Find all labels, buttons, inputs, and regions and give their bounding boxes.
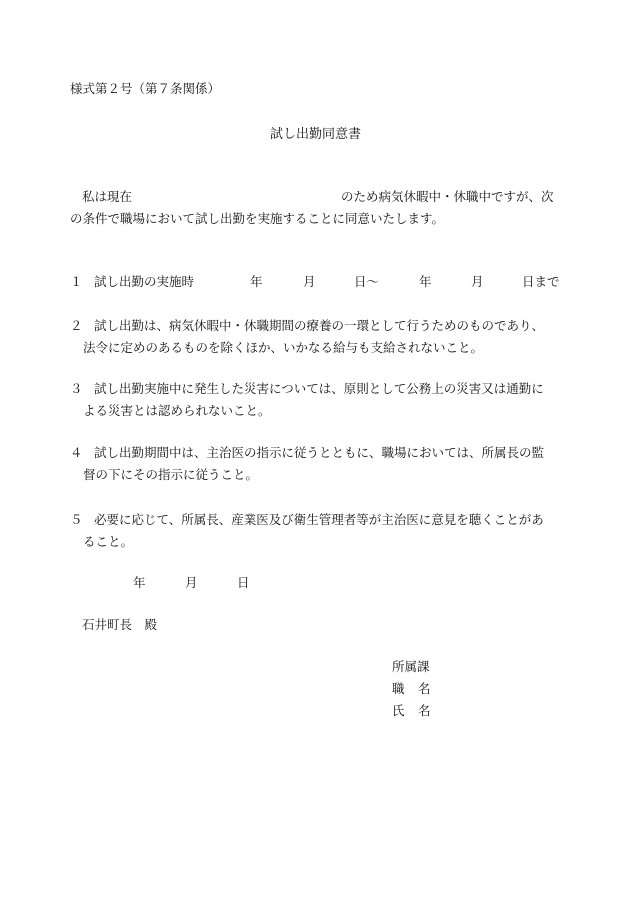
- form-number-label: 様式第２号（第７条関係）: [70, 81, 221, 96]
- item-5-line2: ること。: [83, 534, 134, 549]
- period-start-month: 月: [303, 274, 316, 289]
- item-4-line2: 督の下にその指示に従うこと。: [83, 467, 259, 482]
- signature-name-char2: 名: [418, 703, 431, 718]
- period-end-day: 日まで: [522, 274, 560, 289]
- date-day: 日: [237, 575, 250, 590]
- period-start-year: 年: [250, 274, 263, 289]
- signature-post-char2: 名: [418, 681, 431, 696]
- date-month: 月: [185, 575, 198, 590]
- document-title: 試し出勤同意書: [270, 127, 362, 142]
- addressee: 石井町長 殿: [82, 617, 158, 632]
- item-3-line1: 試し出勤実施中に発生した災害については、原則として公務上の災害又は通勤に: [94, 381, 544, 396]
- period-end-year: 年: [419, 274, 432, 289]
- item-4-number: ４: [70, 445, 83, 460]
- item-2-number: ２: [70, 318, 83, 333]
- item-5-number: ５: [70, 512, 83, 527]
- intro-suffix: のため病気休暇中・休職中ですが、次: [341, 189, 554, 204]
- item-4-line1: 試し出勤期間中は、主治医の指示に従うとともに、職場においては、所属長の監: [94, 445, 545, 460]
- signature-post-char1: 職: [392, 681, 405, 696]
- period-end-month: 月: [471, 274, 484, 289]
- item-2-line2: 法令に定めのあるものを除くほか、いかなる給与も支給されないこと。: [83, 340, 484, 355]
- item-1-number: １: [70, 274, 83, 289]
- signature-department: 所属課: [392, 659, 430, 674]
- period-start-day: 日～: [354, 274, 380, 289]
- item-1-label: 試し出勤の実施時: [94, 274, 195, 289]
- intro-line2: の条件で職場において試し出勤を実施することに同意いたします。: [70, 211, 445, 226]
- intro-prefix: 私は現在: [82, 189, 133, 204]
- item-2-line1: 試し出勤は、病気休暇中・休職期間の療養の一環として行うためのものであり、: [94, 318, 545, 333]
- item-5-line1: 必要に応じて、所属長、産業医及び衛生管理者等が主治医に意見を聴くことがあ: [94, 512, 544, 527]
- item-3-number: ３: [70, 381, 83, 396]
- signature-name-char1: 氏: [392, 703, 405, 718]
- date-year: 年: [133, 575, 146, 590]
- item-3-line2: よる災害とは認められないこと。: [83, 403, 271, 418]
